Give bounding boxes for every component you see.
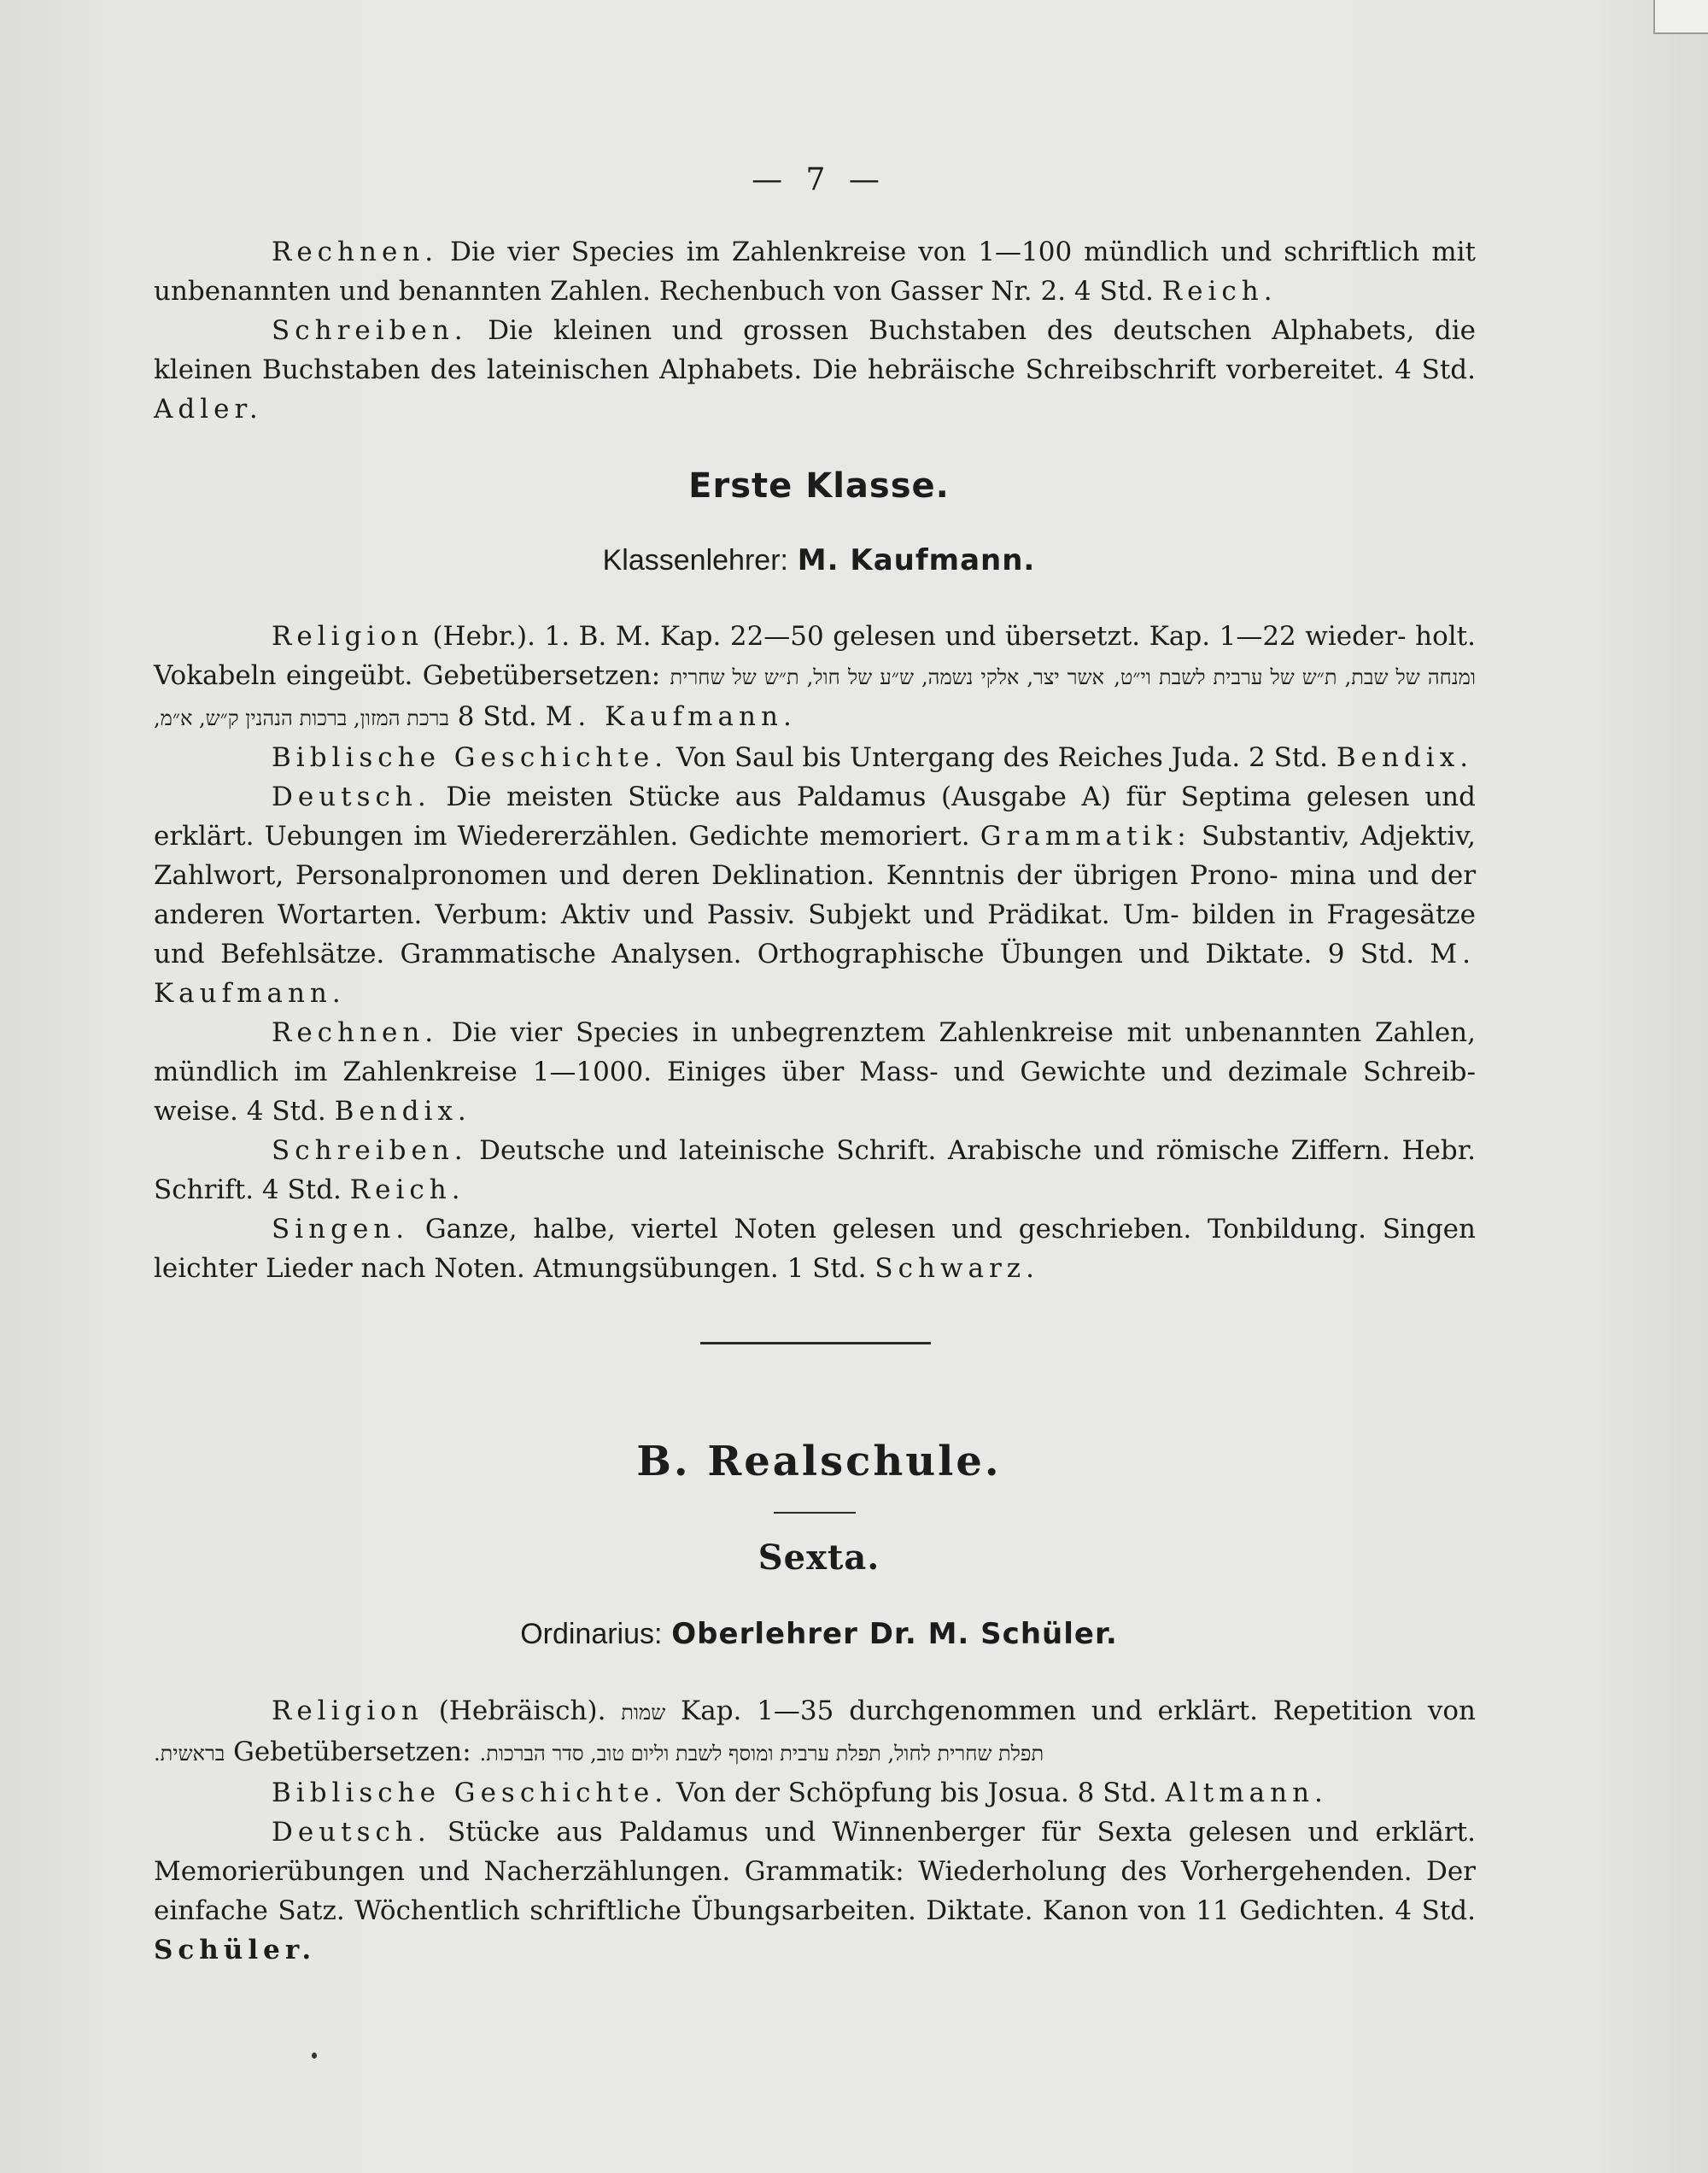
paragraph-deutsch-erste bbox=[154, 777, 1476, 1013]
hebrew-text: ומנחה של שבת, ת״ש של ערבית לשבת וי״ט, ברכת המזון, ברכות הנהנין ק״ש, א״מ, bbox=[154, 665, 1476, 730]
erste-klasse-teacher-line bbox=[0, 543, 1638, 577]
body-text: bilden in Fragesätze und Befehlsätze. Grammatische Analysen. Orthographische Übungen bbox=[154, 899, 1476, 969]
hebrew-text: בראשית. bbox=[154, 1742, 225, 1766]
body-text: Die vier Species in unbegrenztem Zahlenkreise mit unbenannten Zahlen, bbox=[438, 1017, 1476, 1048]
paragraph-rechnen-erste bbox=[154, 1013, 1476, 1131]
realschule-underline-rule bbox=[774, 1512, 856, 1514]
body-text: leichter Lieder nach Noten. Atmungsübungen. 1 Std. bbox=[154, 1253, 875, 1284]
realschule-heading: B. Realschule. bbox=[636, 1438, 1002, 1485]
sexta-heading: Sexta. bbox=[757, 1538, 880, 1578]
spaced-emphasis-text: Bendix. bbox=[334, 1096, 471, 1127]
spaced-emphasis-text: Deutsch. bbox=[272, 782, 431, 812]
spaced-emphasis-text: Reich. bbox=[349, 1174, 465, 1205]
body-text: weise. 4 Std. bbox=[154, 1096, 335, 1127]
print-speck bbox=[312, 2053, 317, 2059]
sexta-ordinarius-line bbox=[0, 1617, 1638, 1651]
paragraph-religion-erste bbox=[154, 617, 1476, 738]
body-text: Die kleinen und grossen Buchstaben des deutschen Alphabets, die bbox=[467, 315, 1476, 346]
paragraph-biblische-erste bbox=[154, 738, 1476, 777]
teacher-name: M. Kaufmann. bbox=[797, 543, 1036, 577]
body-text: Memorierübungen und Nacherzählungen. Grammatik: Wiederholung des Vorhergehenden. Der bbox=[154, 1856, 1476, 1887]
spaced-emphasis-text: Biblische Geschichte. bbox=[272, 1778, 669, 1808]
body-text: einfache Satz. Wöchentlich schriftliche Übungsarbeiten. Diktate. Kanon von 11 Gedichten. bbox=[154, 1895, 1385, 1926]
hebrew-text: תפלת שחרית לחול, תפלת ערבית ומוסף לשבת וליום טוב, סדר הברכות. bbox=[479, 1742, 1044, 1766]
spaced-emphasis-text: Altmann. bbox=[1165, 1778, 1328, 1808]
spaced-emphasis-text: Singen. bbox=[272, 1214, 410, 1245]
spaced-emphasis-text: Schreiben. bbox=[272, 1135, 468, 1166]
body-text: 8 Std. bbox=[448, 701, 546, 732]
body-text: Gebetübersetzen: bbox=[225, 1737, 480, 1767]
paragraph-schreiben-erste bbox=[154, 1131, 1476, 1210]
spaced-emphasis-text: Reich. bbox=[1161, 276, 1278, 307]
body-text: Die vier Species im Zahlenkreise von 1—100 mündlich und schriftlich bbox=[438, 237, 1420, 267]
body-text: Ganze, halbe, viertel Noten gelesen und geschrieben. Tonbildung. Singen bbox=[409, 1214, 1476, 1245]
section-divider-rule bbox=[700, 1342, 931, 1344]
paragraph-rechnen-top bbox=[154, 232, 1476, 311]
paragraph-schreiben-top bbox=[154, 311, 1476, 429]
body-text: Von der Schöpfung bis Josua. 8 Std. bbox=[668, 1778, 1166, 1808]
spaced-emphasis-text: Deutsch. bbox=[272, 1817, 431, 1848]
paragraph-deutsch-sexta bbox=[154, 1813, 1476, 1970]
spaced-emphasis-text: M. Kaufmann. bbox=[545, 701, 797, 732]
body-text: Von Saul bis Untergang des Reiches Juda. 2 Std. bbox=[668, 742, 1337, 773]
body-text: und Diktate. 9 Std. bbox=[1138, 939, 1430, 969]
spaced-emphasis-text: Schwarz. bbox=[874, 1253, 1039, 1284]
body-text: Substantiv, bbox=[1190, 821, 1350, 852]
spaced-emphasis-text: Schüler. bbox=[154, 1935, 317, 1965]
body-text: Die meisten Stücke aus Paldamus (Ausgabe A) für Septima gelesen und bbox=[430, 782, 1476, 812]
spaced-emphasis-text: Rechnen. bbox=[272, 1017, 439, 1048]
body-text: Kap. 1—35 durchgenommen und erklärt. Repetition bbox=[665, 1696, 1413, 1726]
spaced-emphasis-text: Grammatik: bbox=[980, 821, 1191, 852]
body-text: mina und der anderen Wortarten. Verbum: Aktiv und Passiv. Subjekt und Prädikat. Um- bbox=[154, 860, 1477, 930]
spaced-emphasis-text: Adler. bbox=[154, 394, 263, 425]
body-text: (Hebräisch). bbox=[423, 1696, 622, 1726]
spaced-emphasis-text: Religion bbox=[272, 621, 424, 652]
body-text: 4 Std. bbox=[1395, 354, 1476, 385]
body-text: holt. Vokabeln eingeübt. Gebetübersetzen: bbox=[154, 621, 1476, 691]
ordinarius-name: Oberlehrer Dr. M. Schüler. bbox=[671, 1617, 1118, 1651]
spaced-emphasis-text: Religion bbox=[272, 1696, 424, 1726]
hebrew-text: שמות bbox=[621, 1701, 666, 1725]
page-corner-mark bbox=[1653, 0, 1708, 34]
body-text: von bbox=[1427, 1696, 1476, 1726]
body-text: Stücke aus Paldamus und Winnenberger für Sexta gelesen und erklärt. bbox=[430, 1817, 1476, 1848]
sexta-section bbox=[154, 1691, 1476, 1970]
teacher-label: Klassenlehrer: bbox=[602, 544, 788, 577]
ordinarius-label: Ordinarius: bbox=[520, 1618, 663, 1650]
grundschule-continued-section bbox=[154, 232, 1476, 429]
hebrew-text: אשר יצר, אלקי נשמה, ש״ע של חול, ת״ש של שחרית bbox=[670, 665, 1104, 689]
body-text: erklärt. Uebungen im Wiedererzählen. Gedichte memoriert. bbox=[154, 821, 980, 852]
body-text: kleinen Buchstaben des lateinischen Alphabets. Die hebräische Schreibschrift vorbereitet. bbox=[154, 354, 1385, 385]
spaced-emphasis-text: Rechnen. bbox=[272, 237, 439, 267]
paragraph-biblische-sexta bbox=[154, 1773, 1476, 1813]
body-text: (Hebr.). 1. B. M. Kap. 22—50 gelesen und übersetzt. Kap. 1—22 wieder- bbox=[423, 621, 1407, 652]
body-text: Adjektiv, Zahlwort, Personalpronomen und deren Deklination. Kenntnis der übrigen Prono- bbox=[154, 821, 1476, 891]
paragraph-religion-sexta bbox=[154, 1691, 1476, 1773]
body-text: Deutsche und lateinische Schrift. Arabische und römische Ziffern. bbox=[467, 1135, 1390, 1166]
erste-klasse-heading: Erste Klasse. bbox=[688, 466, 950, 506]
erste-klasse-section bbox=[154, 617, 1476, 1288]
body-text: mündlich im Zahlenkreise 1—1000. Einiges über Mass- und Gewichte und dezimale Schreib- bbox=[154, 1057, 1476, 1087]
body-text: Hebr. Schrift. 4 Std. bbox=[154, 1135, 1477, 1205]
spaced-emphasis-text: M. Kaufmann. bbox=[154, 939, 1476, 1009]
body-text: 4 Std. bbox=[1395, 1895, 1476, 1926]
spaced-emphasis-text: Schreiben. bbox=[272, 315, 468, 346]
page-number: — 7 — bbox=[752, 162, 886, 197]
body-text: mit unbenannten und benannten Zahlen. Rechenbuch von Gasser Nr. 2. 4 Std. bbox=[154, 237, 1476, 307]
spaced-emphasis-text: Biblische Geschichte. bbox=[272, 742, 669, 773]
spaced-emphasis-text: Bendix. bbox=[1336, 742, 1474, 773]
paragraph-singen-erste bbox=[154, 1210, 1476, 1288]
